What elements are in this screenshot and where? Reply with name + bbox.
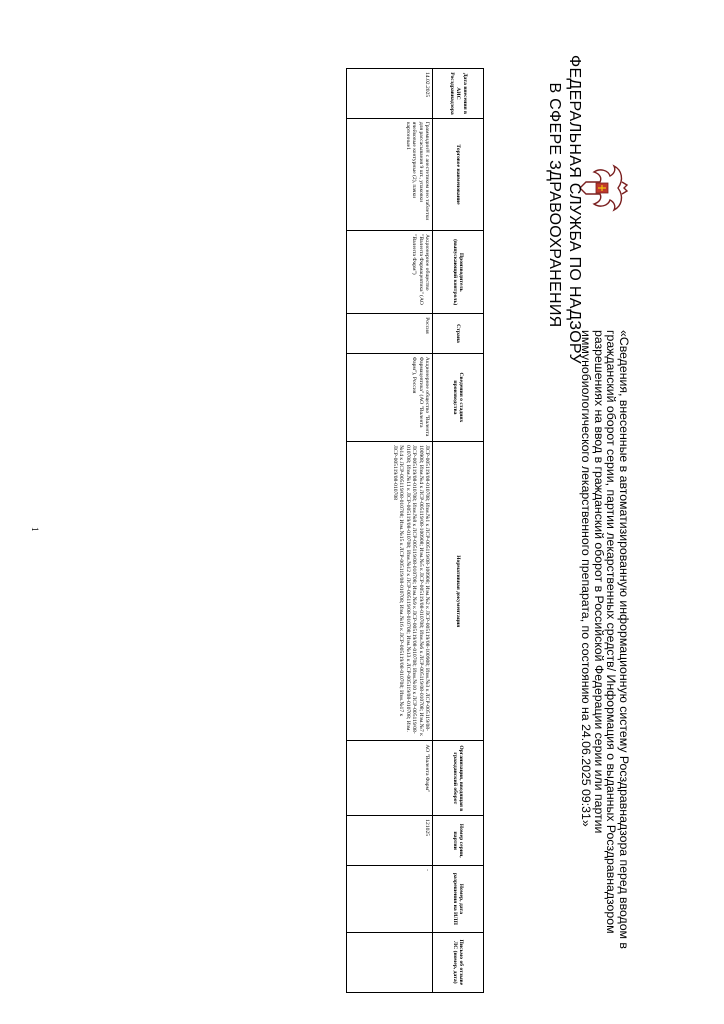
header-recall: Письмо об отзыве ЛС (номер, дата) — [433, 932, 484, 992]
header-stages: Сведения о стадиях производства — [433, 353, 484, 441]
cell-normative-docs: ЛСР-005119/08-010708; Изм.№1 к ЛСР-005119/08-100908; Изм.№2 к ЛСР-005119/08-100908; Изм.№3 к ЛСР-005119/08-100908; Изм.№4 к ЛСР-005119/08-100908; Изм.№5 к ЛСР-005119/08-010708; Изм.№6 к ЛСР-005119/08-010708; Изм.№7 к ЛСР-005119/08-010708; Изм.№8 к ЛСР-005119/08-010708; Изм.№9 к ЛСР-005119/08-010708; Изм.№10 к ЛСР-005119/08-010708; Изм.№11 к ЛСР-005119/08-010708; Изм.№12 к ЛСР-005119/08-010708; Изм.№13 к ЛСР-005119/08-010708; Изм.№14 к ЛСР-005119/08-010708; Изм.№15 к ЛСР-005119/08-010708; Изм.№16 к ЛСР-005119/08-010708; Изм.№17 к ЛСР-005119/08-010708 — [347, 442, 433, 741]
registry-table — [346, 68, 484, 993]
table-row — [347, 69, 433, 993]
cell-manufacturer: Акционерное общество "Валента Фармацевтика" (АО "Валента Фарм") — [347, 231, 433, 314]
header-batch: Номер серии, партии — [433, 816, 484, 866]
cell-batch: 121025 — [347, 816, 433, 866]
header-manufacturer: Производитель (выпускающий контроль) — [433, 231, 484, 314]
header-date: Дата внесения в АИС Росздравнадзора — [433, 69, 484, 119]
cell-recall — [347, 932, 433, 992]
agency-name — [544, 55, 584, 365]
header-country: Страна — [433, 314, 484, 353]
document-heading: «Сведения, внесенные в автоматизированную информационную систему Росздравнадзора перед вводом в гражданский оборот серии, партии лекарственных средств/ Информация о выданных Росздравнадзором разрешениях на ввод в гражданский оборот в Российской Федерации серии или партии иммунобиологического лекарственного препарата, по состоянию на 24.06.2025 09:31» — [579, 330, 631, 949]
header-permit: Номер, дата разрешения на ИЛП — [433, 866, 484, 933]
header-normative-docs: Нормативная документация — [433, 442, 484, 741]
cell-organization: АО "Валента Фарм" — [347, 741, 433, 816]
header-organization: Организация, вводящая в гражданский оборот — [433, 741, 484, 816]
cell-permit: - — [347, 866, 433, 933]
cell-country: Россия — [347, 314, 433, 353]
cell-stages: Акционерное общество "Валента Фармацевтика" (АО "Валента Фарм"), Россия — [347, 353, 433, 441]
cell-trade-name: Граммидин® с анестетиком нео таблетки для рассасывания 9 шт., упаковки ячейковые контурные (2), пачки картонные1 — [347, 118, 433, 230]
agency-name-line1: ФЕДЕРАЛЬНАЯ СЛУЖБА ПО НАДЗОРУ — [566, 55, 583, 365]
header-trade-name: Торговое наименование — [433, 118, 484, 230]
cell-date: 14.02.2025 — [347, 69, 433, 119]
page-number: 1 — [30, 527, 40, 532]
table-header-row — [433, 69, 484, 993]
agency-name-line2: В СФЕРЕ ЗДРАВООХРАНЕНИЯ — [546, 82, 563, 328]
